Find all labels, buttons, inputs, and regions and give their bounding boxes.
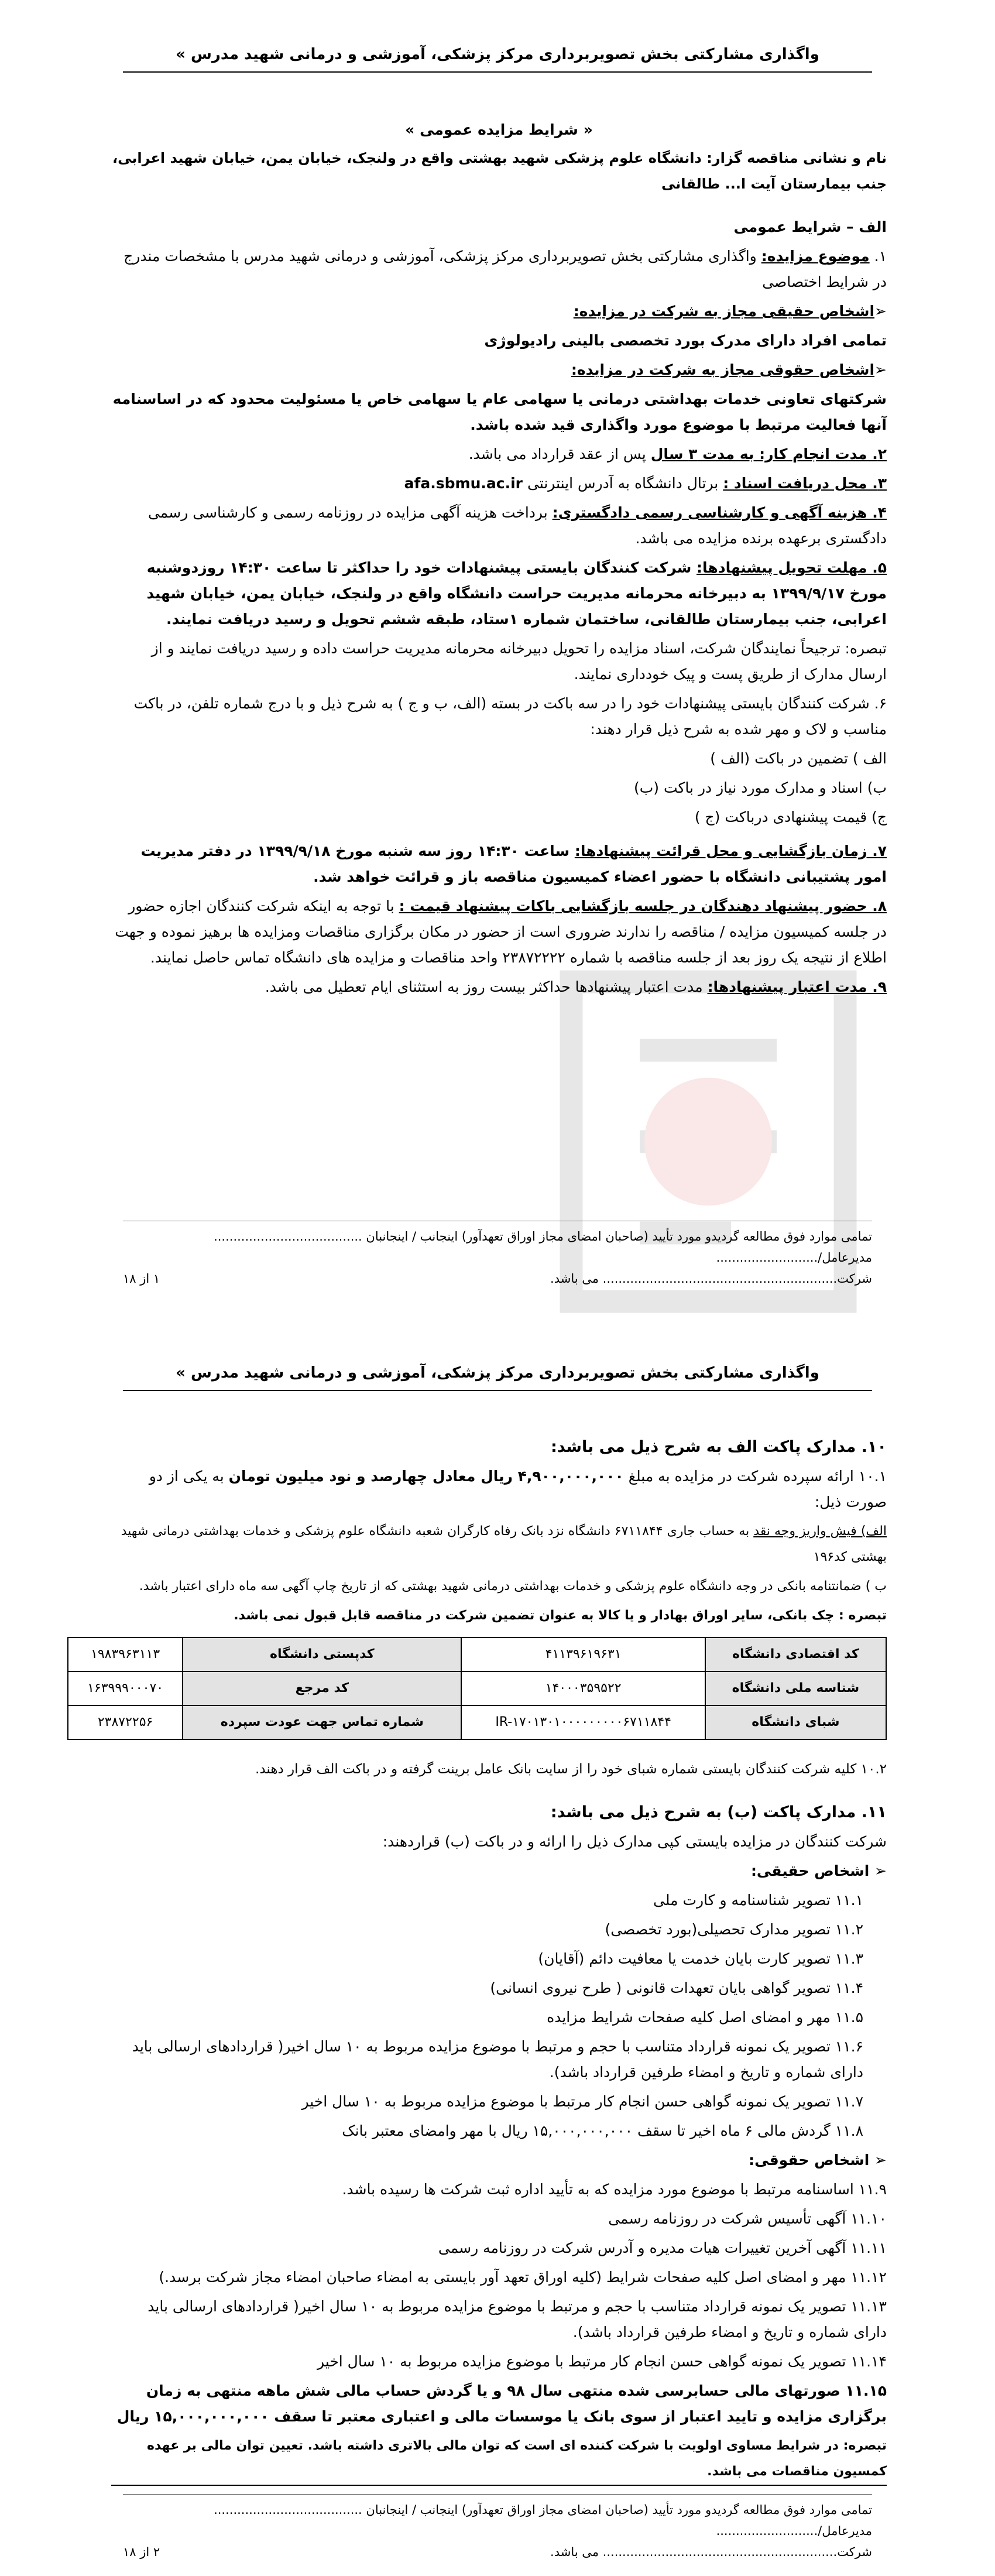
page-1-content	[111, 117, 887, 1003]
natural-persons-list	[111, 1888, 887, 2144]
list-item: ۱۱.۱۵ صورتهای مالی حسابرسی شده منتهی سال ۹۸ و یا گردش حساب مالی شش ماهه منتهی به زمان برگزاری مزایده و تایید اعتبار از سوی بانک یا موسسات مالی و اعتباری معتبر تا سقف ۱۵,۰۰۰,۰۰۰,۰۰۰ ریال	[116, 2382, 887, 2425]
tender-address: نام و نشانی مناقصه گزار: دانشگاه علوم پزشکی شهید بهشتی واقع در ولنجک، خیابان یمن، خیابان شهید اعرابی، جنب بیمارستان آیت ا... طالقانی	[112, 150, 887, 192]
list-item: ۱۱.۹ اساسنامه مرتبط با موضوع مورد مزایده که به تأیید اداره ثبت شرکت ها رسیده باشد.	[342, 2181, 887, 2198]
item-1-number: ۱.	[874, 248, 887, 265]
item-10-note: تبصره : چک بانکی، سایر اوراق بهادار و یا کالا به عنوان تضمین شرکت در مناقصه قابل قبول نمی باشد.	[234, 1608, 887, 1623]
item-10-be: ب ) ضمانتنامه بانکی در وجه دانشگاه علوم پزشکی و خدمات بهداشتی درمانی شهید بهشتی که از تاریخ چاپ آگهی سه ماه دارای اعتبار باشد.	[139, 1579, 887, 1594]
item-8-text: با توجه به اینکه شرکت کنندگان اجازه حضور در جلسه کمیسیون مزایده / مناقصه را ندارند ضروری است از حضور در مکان برگزاری مناقصات ومزایده ها برهیز نموده و جهت اطلاع از نتیجه یک روز بعد از جلسه مناقصه با شماره ۲۳۸۷۲۲۲۲ واحد مناقصات و مزایده های دانشگاه تماس حاصل نمایند.	[115, 898, 887, 966]
item-10-1: ۱۰.۱ ارائه سپرده شرکت در مزایده به مبلغ ۴,۹۰۰,۰۰۰,۰۰۰ ریال معادل چهارصد و نود میلیون تومان به یکی از دو صورت ذیل:	[149, 1468, 887, 1510]
list-item: ۱۱.۱۱ آگهی آخرین تغییرات هیات مدیره و آدرس شرکت در روزنامه رسمی	[438, 2239, 887, 2256]
legal-persons-list-heading: ➢ اشخاص حقوقی:	[749, 2152, 887, 2169]
item-2-label: ۲. مدت انجام کار: به مدت ۳ سال	[650, 446, 887, 463]
item-11-intro: شرکت کنندگان در مزایده بایستی کپی مدارک ذیل را ارائه و در باکت (ب) قراردهند:	[382, 1833, 887, 1850]
list-item: ۱۱.۱۰ آگهی تأسیس شرکت در روزنامه رسمی	[608, 2210, 887, 2227]
footer-confirmation: تمامی موارد فوق مطالعه گردیدو مورد تأیید (صاحبان امضای مجاز اوراق تعهدآور) اینجانب / اینجانبان ...................................... مدیرعامل/..........................	[214, 2503, 872, 2538]
footer-company: شرکت............................................................ می باشد.	[550, 2545, 872, 2559]
item-2	[111, 441, 887, 467]
list-item: ۱۱.۵ مهر و امضای اصل کلیه صفحات شرایط مزایده	[547, 2009, 863, 2026]
natural-persons-text: تمامی افراد دارای مدرک بورد تخصصی بالینی رادیولوژی	[484, 332, 887, 349]
page-2-footer	[123, 2494, 872, 2563]
footer-company: شرکت............................................................ می باشد.	[550, 1272, 872, 1286]
table-row: شبای دانشگاه IR-۱۷۰۱۳۰۱۰۰۰۰۰۰۰۰۰۶۷۱۱۸۴۴ شماره تماس جهت عودت سپرده ۲۳۸۷۲۲۵۶	[68, 1705, 886, 1739]
list-item: ۱۱.۸ گردش مالی ۶ ماه اخیر تا سقف ۱۵,۰۰۰,۰۰۰,۰۰۰ ریال با مهر وامضای معتبر بانک	[342, 2122, 863, 2139]
item-3-label: ۳. محل دریافت اسناد :	[723, 475, 887, 492]
natural-persons-heading: ➢اشخاص حقیقی مجاز به شرکت در مزایده:	[573, 303, 887, 320]
item-10-title: ۱۰. مدارک پاکت الف به شرح ذیل می باشد:	[551, 1438, 887, 1456]
page-2-content	[87, 1434, 887, 2489]
list-item: ۱۱.۱۳ تصویر یک نمونه قرارداد متناسب با حجم و مرتبط با موضوع مزایده مربوط به ۱۰ سال اخیر( قراردادهای ارسالی باید دارای شماره و تاریخ و امضاء طرفین قرارداد باشد).	[147, 2298, 887, 2341]
portal-url[interactable]: afa.sbmu.ac.ir	[404, 475, 523, 492]
list-item: ۱۱.۱۲ مهر و امضای اصل کلیه صفحات شرایط (کلیه اوراق تعهد آور بایستی به امضاء صاحبان امضاء مجاز شرکت برسد.)	[159, 2269, 887, 2286]
item-1	[111, 244, 887, 295]
item-9-text: مدت اعتبار پیشنهادها حداکثر بیست روز به استثنای ایام تعطیل می باشد.	[265, 978, 703, 995]
item-9-label: ۹. مدت اعتبار پیشنهادها:	[707, 978, 887, 995]
item-1-label: موضوع مزایده:	[761, 248, 870, 265]
item-8-label: ۸. حضور پیشنهاد دهندگان در جلسه بازگشایی باکات پیشنهاد قیمت :	[399, 898, 887, 914]
item-4	[111, 500, 887, 551]
list-item: ۱۱.۷ تصویر یک نمونه گواهی حسن انجام کار مرتبط با موضوع مزایده مربوط به ۱۰ سال اخیر	[301, 2093, 863, 2110]
item-6-a: الف ) تضمین در باکت (الف )	[710, 750, 887, 767]
footer-confirmation: تمامی موارد فوق مطالعه گردیدو مورد تأیید (صاحبان امضای مجاز اوراق تعهدآور) اینجانب / اینجانبان ...................................... مدیرعامل/..........................	[214, 1229, 872, 1265]
section-a-heading: الف – شرایط عمومی	[733, 218, 887, 235]
item-5-label: ۵. مهلت تحویل پیشنهادها:	[696, 559, 887, 576]
item-3-text: برتال دانشگاه به آدرس اینترنتی	[523, 475, 719, 492]
legal-persons-list	[111, 2177, 887, 2430]
item-9	[111, 974, 887, 1000]
page-header: واگذاری مشارکتی بخش تصویربرداری مرکز پزشکی، آموزشی و درمانی شهید مدرس »	[123, 46, 872, 73]
list-item: ۱۱.۳ تصویر کارت بایان خدمت یا معافیت دائم (آقایان)	[538, 1950, 863, 1967]
item-3	[111, 471, 887, 496]
item-7-text: ساعت ۱۴:۳۰ روز سه شنبه مورخ ۱۳۹۹/۹/۱۸ در دفتر مدیریت امور پشتیبانی دانشگاه با حضور اعضاء کمیسیون مناقصه باز و قرائت خواهد شد.	[140, 842, 887, 885]
legal-persons-heading: ➢اشخاص حقوقی مجاز به شرکت در مزایده:	[571, 361, 887, 378]
page-2	[0, 1329, 995, 2576]
item-7-label: ۷. زمان بازگشایی و محل قرائت پیشنهادها:	[574, 842, 887, 859]
page-1-footer	[123, 1221, 872, 1289]
natural-persons-list-heading: ➢ اشخاص حقیقی:	[750, 1862, 887, 1879]
table-row: کد اقتصادی دانشگاه ۴۱۱۳۹۶۱۹۶۳۱ کدپستی دانشگاه ۱۹۸۳۹۶۳۱۱۳	[68, 1638, 886, 1671]
item-10-alef: الف) فیش واریز وجه نقد به حساب جاری ۶۷۱۱۸۴۴ دانشگاه نزد بانک رفاه کارگران شعبه دانشگاه علوم پزشکی و خدمات بهداشتی درمانی شهید بهشتی کد۱۹۶	[121, 1524, 887, 1564]
item-11-title: ۱۱. مدارک پاکت (ب) به شرح ذیل می باشد:	[550, 1803, 887, 1821]
item-5-text: شرکت کنندگان بایستی پیشنهادات خود را حداکثر تا ساعت ۱۴:۳۰ روزدوشنبه مورخ ۱۳۹۹/۹/۱۷ به دبیرخانه محرمانه مدیریت حراست دانشگاه واقع در ولنجک، خیابان یمن، خیابان شهید اعرابی، جنب بیمارستان طالقانی، ساختمان شماره ۱ستاد، طبقه ششم تحویل و رسید دریافت نمایند.	[146, 559, 887, 628]
list-item: ۱۱.۲ تصویر مدارک تحصیلی(بورد تخصصی)	[605, 1921, 863, 1938]
page-number: ۱ از ۱۸	[123, 1272, 160, 1286]
item-4-label: ۴. هزینه آگهی و کارشناسی رسمی دادگستری:	[552, 504, 887, 521]
list-item: ۱۱.۱ تصویر شناسنامه و کارت ملی	[653, 1892, 863, 1909]
legal-persons-text: شرکتهای تعاونی خدمات بهداشتی درمانی یا سهامی عام یا سهامی خاص یا مسئولیت محدود که در اساسنامه آنها فعالیت مرتبط با موضوع مورد واگذاری قید شده باشد.	[112, 390, 887, 433]
list-item: ۱۱.۶ تصویر یک نمونه قرارداد متناسب با حجم و مرتبط با موضوع مزایده مربوط به ۱۰ سال اخیر( قراردادهای ارسالی باید دارای شماره و تاریخ و امضاء طرفین قرارداد باشد).	[132, 2038, 863, 2081]
item-2-text: پس از عقد قرارداد می باشد.	[468, 446, 646, 463]
item-1-text: واگذاری مشارکتی بخش تصویربرداری مرکز پزشکی، آموزشی و درمانی شهید مدرس با مشخصات مندرج در شرایط اختصاصی	[123, 248, 887, 290]
check-arrow-icon: ➢	[874, 303, 887, 320]
item-10-alef-label: الف) فیش واریز وجه نقد	[753, 1524, 887, 1539]
item-8	[111, 893, 887, 971]
page-header: واگذاری مشارکتی بخش تصویربرداری مرکز پزشکی، آموزشی و درمانی شهید مدرس »	[123, 1364, 872, 1391]
table-row: شناسه ملی دانشگاه ۱۴۰۰۰۳۵۹۵۲۲ کد مرجع ۱۶۳۹۹۹۰۰۰۷۰	[68, 1671, 886, 1705]
list-item: ۱۱.۴ تصویر گواهی بایان تعهدات قانونی ( طرح نیروی انسانی)	[490, 1979, 863, 1996]
document-title: « شرایط مزایده عمومی »	[405, 121, 593, 138]
item-4-text: برداخت هزینه آگهی مزایده در روزنامه رسمی و کارشناسی رسمی دادگستری برعهده برنده مزایده می باشد.	[147, 504, 887, 547]
page-number: ۲ از ۱۸	[123, 2545, 160, 2559]
item-6-c: ج) قیمت پیشنهادی درباکت (ج )	[694, 809, 887, 825]
check-arrow-icon: ➢	[869, 1862, 887, 1879]
final-note: تبصره: در شرایط مساوی اولویت با شرکت کننده ای است که توان مالی بالاتری داشته باشد. تعیین توان مالی بر عهده کمسیون مناقصات می باشد.	[111, 2433, 887, 2486]
check-arrow-icon: ➢	[874, 361, 887, 378]
item-6-b: ب) اسناد و مدارک مورد نیاز در باکت (ب)	[633, 779, 887, 796]
list-item: ۱۱.۱۴ تصویر یک نمونه گواهی حسن انجام کار مرتبط با موضوع مزایده مربوط به ۱۰ سال اخیر	[317, 2353, 887, 2370]
deposit-amount: ۴,۹۰۰,۰۰۰,۰۰۰ ریال معادل چهارصد و نود میلیون تومان	[228, 1468, 624, 1485]
bank-info-table	[67, 1637, 887, 1740]
item-5-note: تبصره: ترجیحاً نمایندگان شرکت، اسناد مزایده را تحویل دبیرخانه محرمانه مدیریت حراست داده و رسید دریافت نمایند و از ارسال مدارک از طریق پست و پیک خودداری نمایند.	[151, 640, 887, 683]
item-6: ۶. شرکت کنندگان بایستی پیشنهادات خود را در سه باکت در بسته (الف، ب و ج ) به شرح ذیل و با درج شماره تلفن، در باکت مناسب و لاک و مهر شده به شرح ذیل قرار دهند:	[133, 695, 887, 738]
check-arrow-icon: ➢	[869, 2152, 887, 2169]
item-10-2: ۱۰.۲ کلیه شرکت کنندگان بایستی شماره شبای خود را از سایت بانک عامل برینت گرفته و در باکت الف قرار دهند.	[255, 1762, 887, 1777]
item-7	[111, 838, 887, 890]
item-5	[111, 555, 887, 632]
